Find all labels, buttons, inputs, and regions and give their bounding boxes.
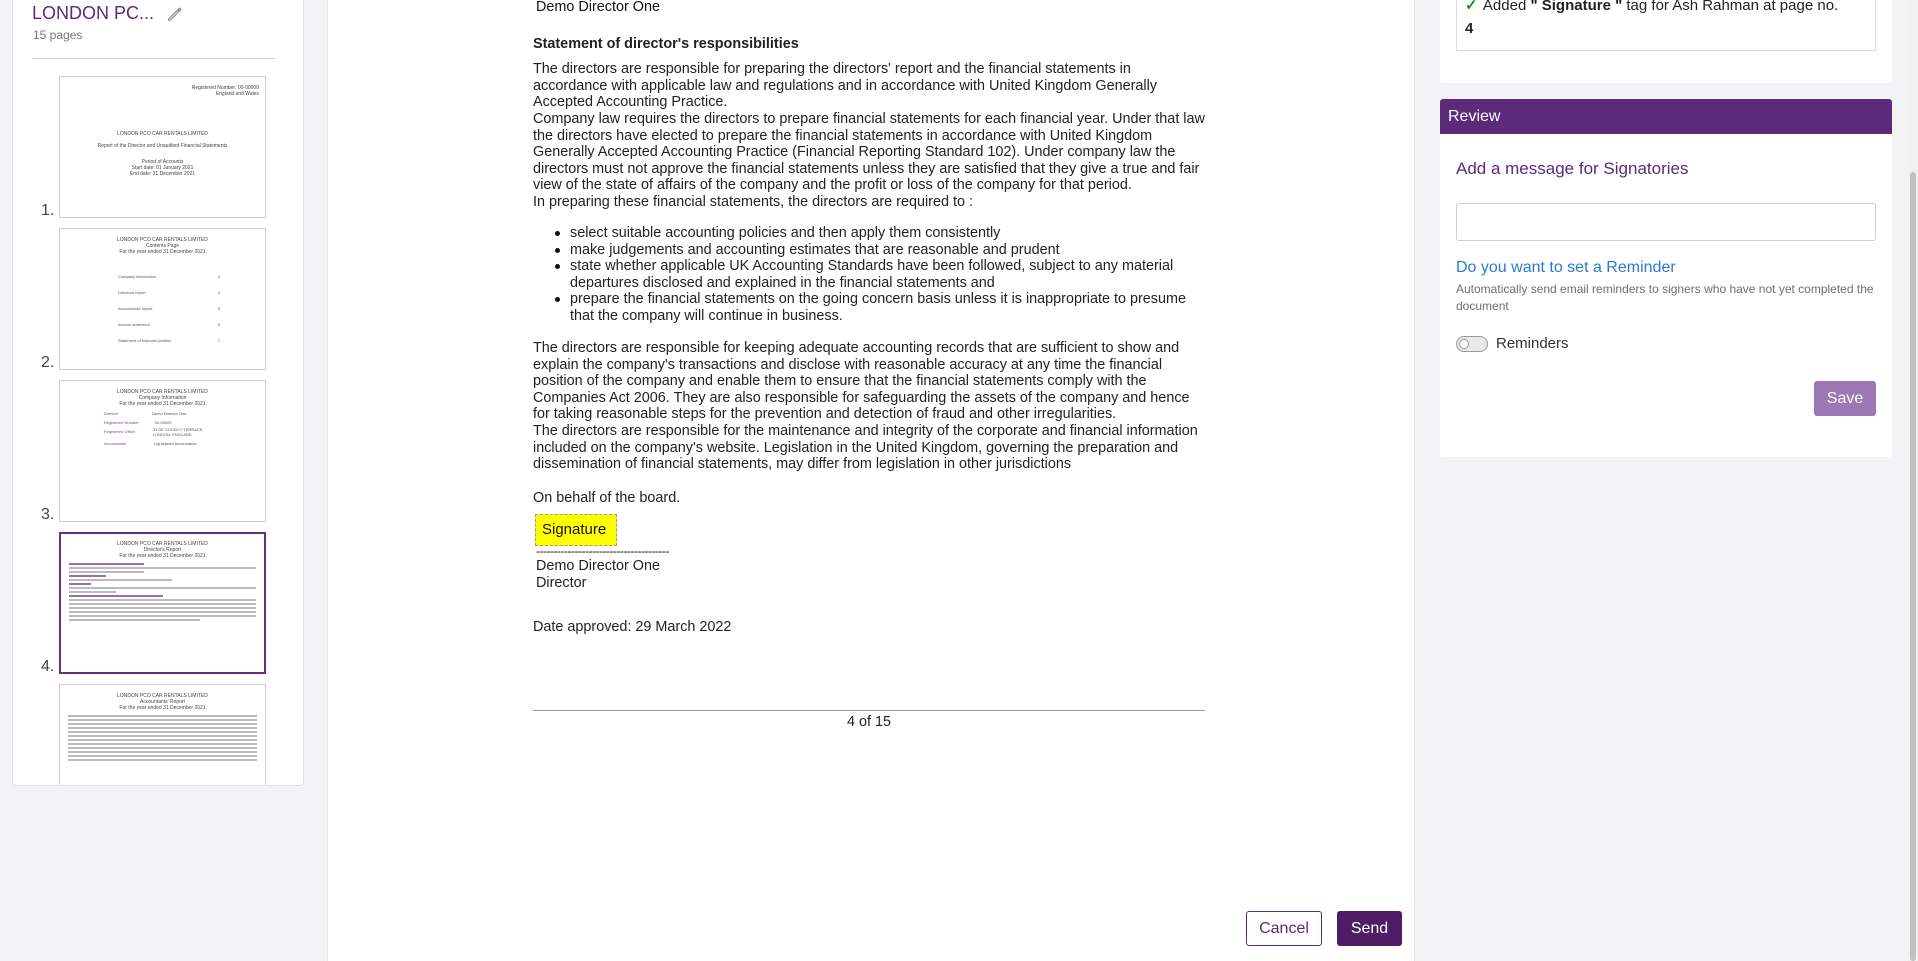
thumb-text: Director's Report <box>143 547 182 553</box>
thumb-text: Accountants' report <box>118 306 153 311</box>
thumb-text: For the year ended 31 December 2021 <box>119 401 206 407</box>
signature-tag[interactable]: Signature <box>535 514 617 546</box>
activity-log <box>1456 0 1876 51</box>
page-number: 4 of 15 <box>846 714 891 730</box>
paragraph: In preparing these financial statements, the directors are required to : <box>533 194 973 210</box>
responsibilities-list <box>533 225 1209 325</box>
paragraph: The directors are responsible for keeping adequate accounting records that are sufficient to show and explain the company's transactions and disclose with reasonable accuracy at any time the financial position of the company and enable them to ensure that the financial statements comply with the Companies Act 2006. They are also responsible for safeguarding the assets of the company and hence for taking reasonable steps for the prevention and detection of fraud and other irregularities. <box>533 340 1190 423</box>
doc-title: LONDON PC... <box>32 3 155 23</box>
thumb-text: Start date: 01 January 2021 <box>131 165 194 171</box>
thumbnail-number: 4. <box>41 658 55 675</box>
thumb-text: Director <box>104 411 119 416</box>
thumb-text: 6 <box>217 322 220 327</box>
activity-tag: " Signature " <box>1530 0 1623 14</box>
doc-title-row <box>32 3 184 24</box>
thumb-text: England and Wales <box>215 91 259 97</box>
thumb-text: For the year ended 31 December 2021 <box>119 249 206 255</box>
activity-entry <box>1465 0 1867 40</box>
pencil-icon[interactable] <box>166 5 184 23</box>
thumbnail-number: 2. <box>41 354 55 371</box>
thumbnail-page[interactable] <box>59 76 266 218</box>
thumb-row <box>60 418 265 427</box>
thumbnail-number: 3. <box>41 506 55 523</box>
thumb-text: LONDON PCO CAR RENTALS LIMITED <box>117 389 208 395</box>
thumb-text: End date: 31 December 2021 <box>129 171 196 177</box>
thumb-text: Accountants' Report <box>140 699 185 705</box>
thumb-row <box>60 437 265 451</box>
section-heading: Statement of director's responsibilities <box>533 36 799 52</box>
thumb-text: 5 <box>217 306 220 311</box>
reminders-toggle-row <box>1456 335 1569 352</box>
thumb-text: For the year ended 31 December 2021 <box>119 705 206 711</box>
thumb-text: For the year ended 31 December 2021 <box>119 553 206 559</box>
thumb-text: Company Information <box>138 395 187 401</box>
message-label: Add a message for Signatories <box>1456 159 1689 178</box>
signature-line: -------------------------------------- <box>536 544 669 558</box>
thumb-text: LONDON PCO CAR RENTALS LIMITED <box>117 693 208 699</box>
thumb-text: Registered Number: 00-00000 <box>191 85 259 91</box>
previous-signer-name: Demo Director One <box>536 0 660 15</box>
page-count: 15 pages <box>33 28 83 42</box>
thumb-text: 31 DE COURCY TERRACE, LONDON, ENGLAND <box>152 427 204 437</box>
thumb-text: Lightspeed Accountants <box>154 441 197 446</box>
save-button[interactable]: Save <box>1814 381 1876 416</box>
toggle-knob <box>1459 339 1469 349</box>
thumbnail-page[interactable] <box>59 228 266 370</box>
message-input[interactable] <box>1456 203 1876 241</box>
thumb-text: Period of Accounts <box>141 159 184 165</box>
thumbnail-item-1[interactable] <box>13 76 303 218</box>
thumb-text: Income statement <box>118 322 150 327</box>
thumbnail-item-4[interactable] <box>13 532 303 674</box>
thumb-text: LONDON PCO CAR RENTALS LIMITED <box>117 131 208 137</box>
thumb-row <box>60 409 265 418</box>
review-header: Review <box>1440 99 1892 134</box>
reminders-toggle[interactable] <box>1456 336 1488 352</box>
thumb-text: Contents Page <box>145 243 180 249</box>
divider <box>32 58 275 59</box>
scrollbar-thumb[interactable] <box>1910 172 1916 961</box>
reminder-title: Do you want to set a Reminder <box>1456 259 1676 276</box>
thumb-row <box>60 301 265 317</box>
send-button[interactable]: Send <box>1337 911 1402 946</box>
thumbnail-item-2[interactable] <box>13 228 303 370</box>
thumbnail-panel <box>12 0 304 786</box>
thumb-text: 7 <box>217 338 220 343</box>
activity-card <box>1440 0 1892 83</box>
paragraph: Company law requires the directors to prepare financial statements for each financial year. Under that law the directors have elected to prepare the financial statements in accordance with United Kingdom Generally Accepted Accounting Practice (Financial Reporting Standard 102). Under company law the directors must not approve the financial statements unless they are satisfied that they give a true and fair view of the state of affairs of the company and the profit or loss of the company for that period. <box>533 111 1205 194</box>
paragraph: On behalf of the board. <box>533 490 681 506</box>
thumbnail-page[interactable] <box>59 380 266 522</box>
thumb-text: Company information <box>118 274 157 279</box>
thumb-text: Registered Office <box>104 429 135 434</box>
thumbnail-page[interactable] <box>59 684 266 786</box>
thumbnail-item-5[interactable] <box>13 684 303 784</box>
thumb-row <box>60 285 265 301</box>
thumb-row <box>60 333 265 349</box>
thumbnail-number: 1. <box>41 202 55 219</box>
thumb-row <box>60 427 265 437</box>
thumb-text: Demo Director One <box>152 411 187 416</box>
paragraph: The directors are responsible for the maintenance and integrity of the corporate and financial information included on the company's website. Legislation in the United Kingdom, governing the preparation and dissemination of financial statements, may differ from legislation in other jurisdictions <box>533 423 1198 473</box>
cancel-button[interactable]: Cancel <box>1246 911 1322 946</box>
thumb-row <box>60 269 265 285</box>
thumb-text: LONDON PCO CAR RENTALS LIMITED <box>117 237 208 243</box>
list-item: select suitable accounting policies and then apply them consistently <box>533 225 1209 242</box>
thumb-text: Directors report <box>118 290 146 295</box>
thumb-text: 4 <box>217 290 220 295</box>
list-item: make judgements and accounting estimates that are reasonable and prudent <box>533 242 1209 259</box>
thumb-text: Accountants <box>104 441 127 446</box>
thumbnail-page-active[interactable] <box>59 532 266 674</box>
activity-prefix: Added <box>1482 0 1527 14</box>
date-approved: Date approved: 29 March 2022 <box>533 619 732 635</box>
thumb-text: Report of the Director and Unaudited Financial Statements <box>97 143 228 149</box>
thumb-text-lines <box>60 711 265 765</box>
reminders-label: Reminders <box>1496 335 1569 352</box>
thumbnail-item-3[interactable] <box>13 380 303 522</box>
reminder-description: Automatically send email reminders to signers who have not yet completed the document <box>1456 282 1874 313</box>
thumb-row <box>60 317 265 333</box>
thumb-text: Registered Number <box>104 420 139 425</box>
thumb-text: Statement of financial position <box>118 338 172 343</box>
activity-suffix: tag for Ash Rahman at page no. <box>1626 0 1839 14</box>
list-item: state whether applicable UK Accounting Standards have been followed, subject to any material departures disclosed and explained in the financial statements and <box>533 258 1209 291</box>
thumb-text-lines <box>61 559 264 625</box>
review-card <box>1440 99 1892 457</box>
signer-name: Demo Director One <box>536 558 660 574</box>
activity-page: 4 <box>1465 20 1474 37</box>
signer-role: Director <box>536 575 587 591</box>
paragraph: The directors are responsible for preparing the directors' report and the financial statements in accordance with applicable law and regulations and in accordance with United Kingdom Generally Accepted Accounting Practice. <box>533 61 1157 111</box>
page-footer-divider <box>533 710 1205 711</box>
thumb-text: 00-00000 <box>154 420 172 425</box>
check-icon: ✓ <box>1465 0 1478 14</box>
document-viewer <box>327 0 1415 961</box>
thumb-text: 3 <box>217 274 220 279</box>
page-scrollbar[interactable] <box>1908 0 1918 961</box>
list-item: prepare the financial statements on the going concern basis unless it is inappropriate to presume that the company will continue in business. <box>533 291 1209 324</box>
thumb-text: LONDON PCO CAR RENTALS LIMITED <box>117 541 208 547</box>
